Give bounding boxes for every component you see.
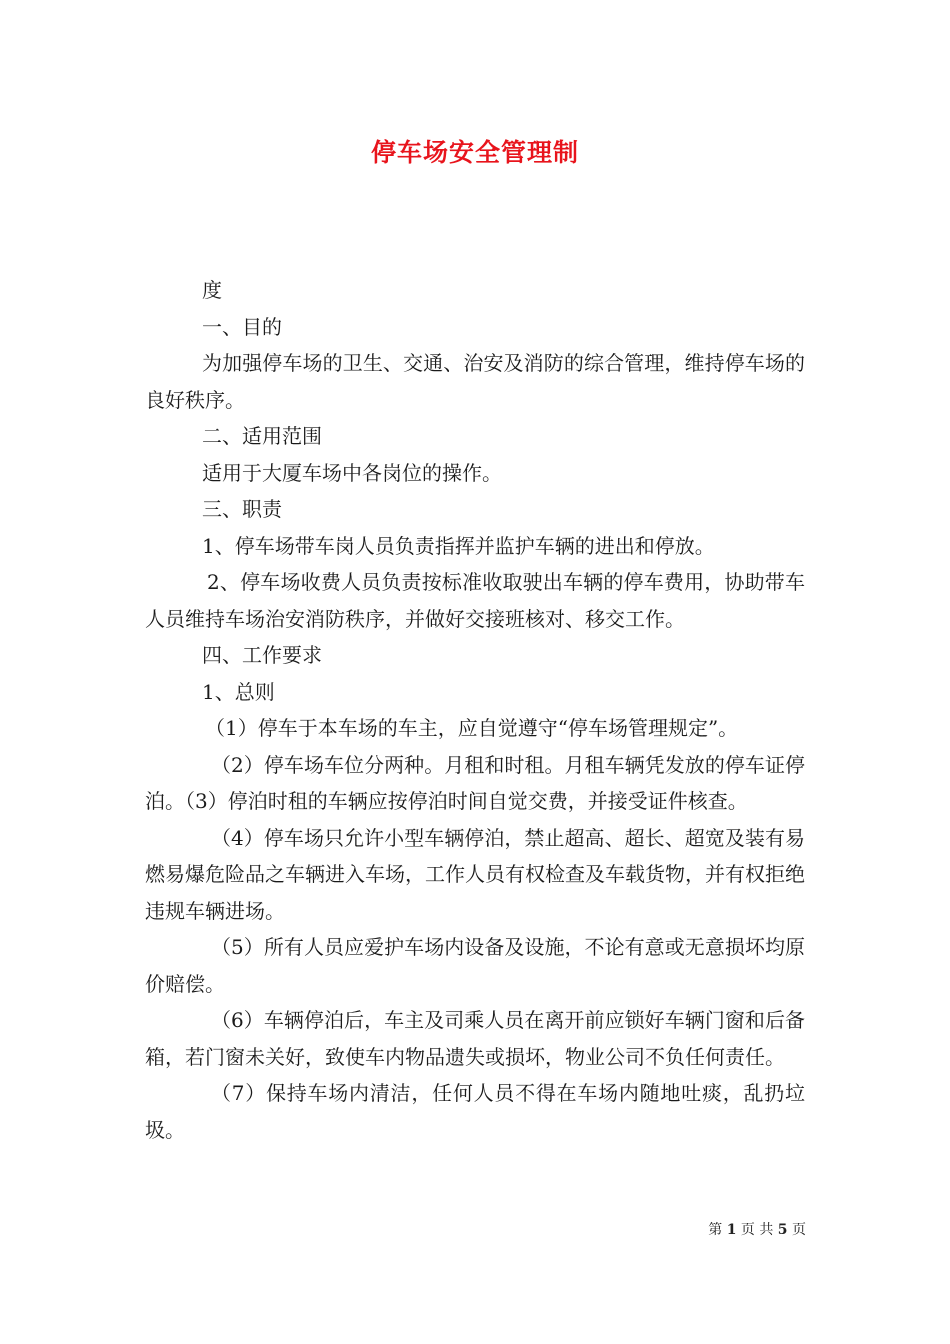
paragraph: 适用于大厦车场中各岗位的操作。 — [202, 460, 502, 485]
paragraph: （1）停车于本车场的车主，应自觉遵守“停车场管理规定”。 — [205, 716, 739, 740]
page-suffix: 页 — [792, 1222, 806, 1238]
page-middle: 页 共 — [740, 1222, 774, 1238]
paragraph: （7）保持车场内清洁，任何人员不得在车场内随地吐痰，乱扔垃圾。 — [145, 1081, 805, 1142]
document-body — [145, 272, 805, 1148]
page-footer — [708, 1219, 806, 1239]
section-heading: 四、工作要求 — [202, 643, 322, 667]
page-prefix: 第 — [708, 1222, 723, 1238]
paragraph: （5）所有人员应爱护车场内设备及设施，不论有意或无意损坏均原价赔偿。 — [145, 935, 805, 996]
paragraph: 度 — [202, 278, 222, 302]
section-heading: 三、职责 — [202, 497, 282, 521]
paragraph: （2）停车场车位分两种。月租和时租。月租车辆凭发放的停车证停泊。（3）停泊时租的车辆应按停泊时间自觉交费，并接受证件核查。 — [145, 752, 805, 813]
paragraph: 2、停车场收费人员负责按标准收取驶出车辆的停车费用，协助带车人员维持车场治安消防秩序，并做好交接班核对、移交工作。 — [145, 570, 805, 631]
paragraph: 1、停车场带车岗人员负责指挥并监护车辆的进出和停放。 — [202, 533, 715, 558]
subsection-heading: 1、总则 — [202, 679, 275, 704]
section-heading: 二、适用范围 — [202, 424, 322, 448]
page-number: 1 — [726, 1222, 737, 1238]
total-pages: 5 — [777, 1222, 788, 1238]
paragraph: （4）停车场只允许小型车辆停泊，禁止超高、超长、超宽及装有易燃易爆危险品之车辆进入车场，工作人员有权检查及车载货物，并有权拒绝违规车辆进场。 — [145, 825, 805, 923]
paragraph: 为加强停车场的卫生、交通、治安及消防的综合管理，维持停车场的良好秩序。 — [145, 351, 805, 412]
document-title: 停车场安全管理制 — [370, 138, 579, 167]
section-heading: 一、目的 — [202, 314, 282, 339]
paragraph: （6）车辆停泊后，车主及司乘人员在离开前应锁好车辆门窗和后备箱，若门窗未关好，致使车内物品遗失或损坏，物业公司不负任何责任。 — [145, 1008, 805, 1069]
